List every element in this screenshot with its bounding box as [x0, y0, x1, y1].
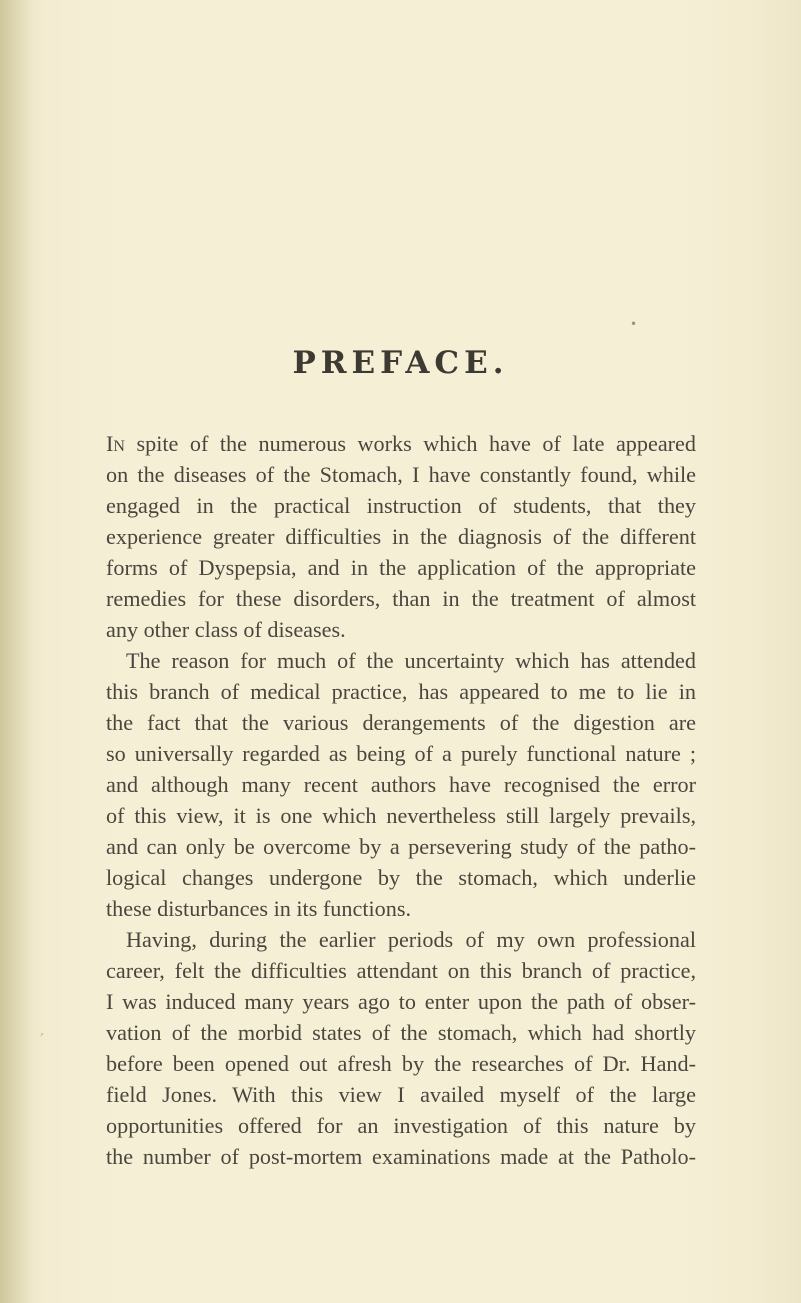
text-line: logical changes undergone by the stomach, which underlie [106, 865, 696, 890]
text-line: vation of the morbid states of the stomach, which had shortly [106, 1020, 696, 1045]
text-line: remedies for these disorders, than in the treatment of almost [106, 586, 696, 611]
text-line: of this view, it is one which nevertheless still largely prevails, [106, 803, 696, 828]
text-line: opportunities offered for an investigation of this nature by [106, 1113, 696, 1138]
text-line: career, felt the difficulties attendant on this branch of practice, [106, 958, 696, 983]
text-line: on the diseases of the Stomach, I have constantly found, while [106, 462, 696, 487]
text-line: forms of Dyspepsia, and in the application of the appropriate [106, 555, 696, 580]
drop-lead: In [106, 431, 125, 456]
text-line: and can only be overcome by a persevering study of the patho- [106, 834, 696, 859]
pencil-mark: ′ [40, 1030, 45, 1051]
text-line: any other class of diseases. [106, 617, 346, 642]
spine-shadow [0, 0, 34, 1303]
text-line: this branch of medical practice, has appeared to me to lie in [106, 679, 696, 704]
text-line: experience greater difficulties in the diagnosis of the different [106, 524, 696, 549]
ink-dot: • [630, 317, 638, 331]
text-line: The reason for much of the uncertainty which has attended [126, 648, 696, 673]
text-line: the fact that the various derangements of the digestion are [106, 710, 696, 735]
text-line: engaged in the practical instruction of students, that they [106, 493, 696, 518]
text-line: and although many recent authors have recognised the error [106, 772, 696, 797]
preface-body [106, 428, 696, 1172]
text-line: the number of post-mortem examinations made at the Patholo- [106, 1144, 696, 1169]
page-title: PREFACE. [292, 345, 509, 381]
text-line: before been opened out afresh by the researches of Dr. Hand- [106, 1051, 696, 1076]
text-line: In spite of the numerous works which have of late appeared [106, 431, 696, 456]
text-line: field Jones. With this view I availed myself of the large [106, 1082, 696, 1107]
text-line: Having, during the earlier periods of my own professional [126, 927, 696, 952]
text-line: I was induced many years ago to enter upon the path of obser- [106, 989, 696, 1014]
text-line: so universally regarded as being of a purely functional nature ; [106, 741, 696, 766]
text-line: these disturbances in its functions. [106, 896, 412, 921]
